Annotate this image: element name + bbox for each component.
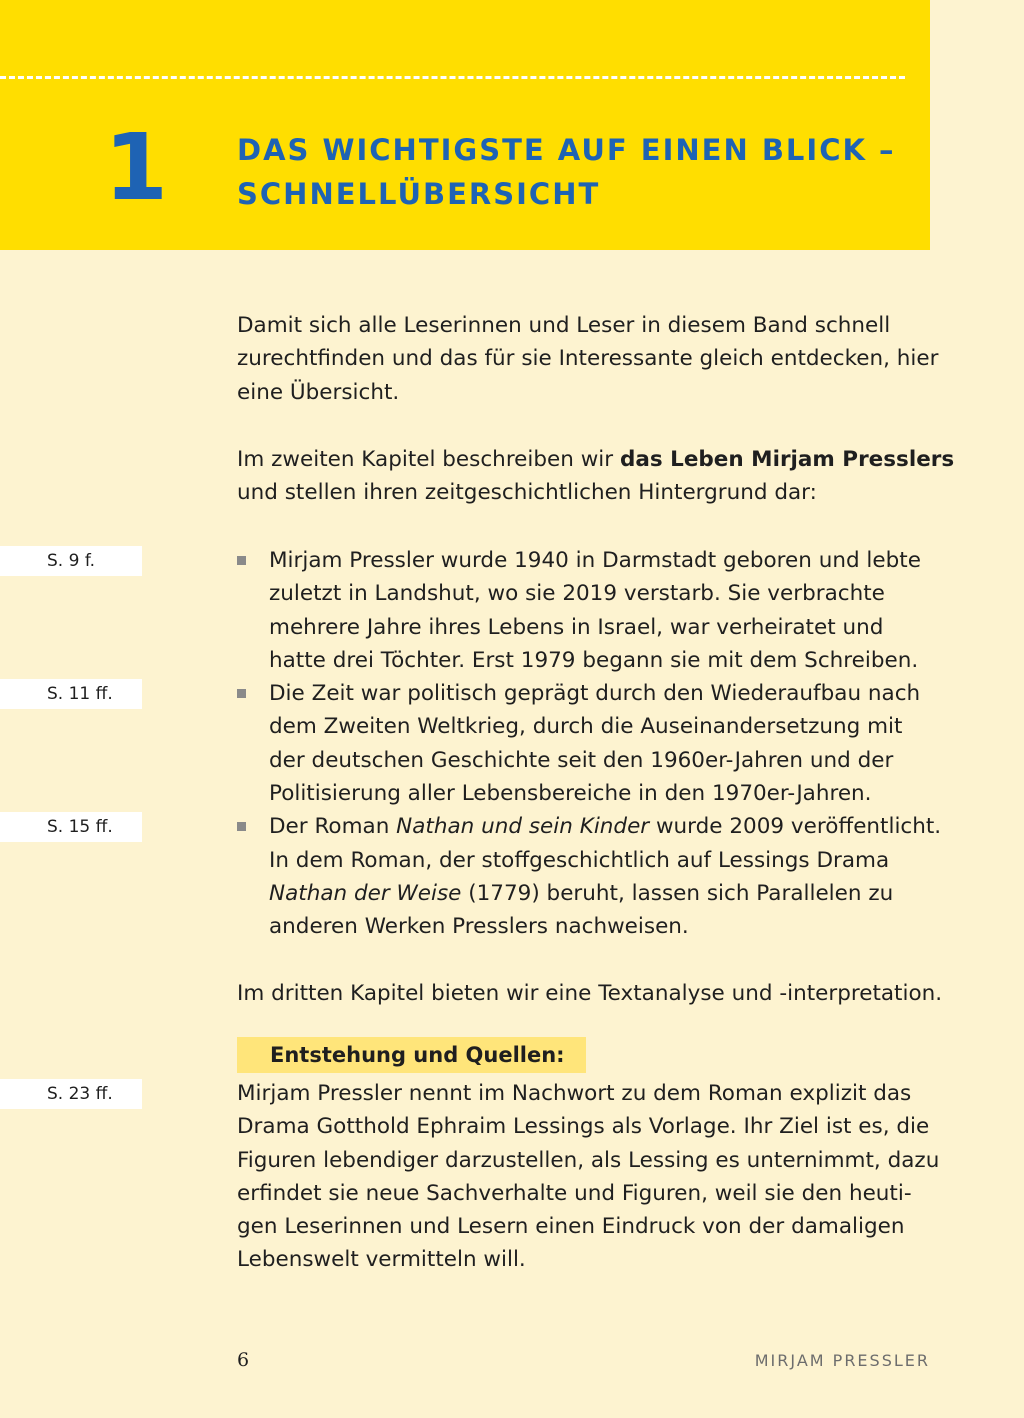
text-span: wurde 2009 veröffentlicht. xyxy=(649,814,942,840)
text-line xyxy=(269,877,957,910)
chapter-title-line: SCHNELLÜBERSICHT xyxy=(237,177,601,211)
margin-page-ref: S. 15 ff. xyxy=(0,812,142,842)
text-line xyxy=(237,443,954,476)
text-line xyxy=(269,810,957,843)
text-line: Mirjam Pressler wurde 1940 in Darmstadt geboren und lebte xyxy=(269,548,921,573)
text-line: zuletzt in Landshut, wo sie 2019 verstarb. Sie verbrachte xyxy=(269,581,885,607)
margin-page-ref: S. 23 ff. xyxy=(0,1079,142,1109)
text-line: Lebenswelt vermitteln will. xyxy=(237,1247,526,1273)
margin-page-ref: S. 11 ff. xyxy=(0,679,142,709)
section-paragraph xyxy=(237,1077,939,1277)
text-line: der deutschen Geschichte seit den 1960er-Jahren und der xyxy=(269,747,894,773)
text-line: mehrere Jahre ihres Lebens in Israel, war verheiratet und xyxy=(269,614,884,640)
chapter-title xyxy=(237,128,917,216)
text-line: dem Zweiten Weltkrieg, durch die Auseinandersetzung mit xyxy=(269,714,903,740)
book-title: Nathan und sein Kinder xyxy=(396,814,650,840)
text-line: eine Übersicht. xyxy=(237,379,400,405)
chapter-title-line: DAS WICHTIGSTE AUF EINEN BLICK – xyxy=(237,133,896,167)
text-line: Im dritten Kapitel bieten wir eine Textanalyse und -interpretation. xyxy=(237,981,943,1006)
book-title: Nathan der Weise xyxy=(269,880,462,906)
text-line: gen Leserinnen und Lesern einen Eindruck von der damaligen xyxy=(237,1214,905,1240)
chapter-header xyxy=(0,0,930,250)
bullet-list xyxy=(237,544,957,944)
dashed-divider xyxy=(0,76,905,79)
chapter3-paragraph xyxy=(237,977,942,1010)
text-line: erfindet sie neue Sachverhalte und Figuren, weil sie den heuti- xyxy=(237,1180,912,1206)
list-item xyxy=(237,677,957,810)
text-line: In dem Roman, der stoffgeschichtlich auf Lessings Drama xyxy=(269,847,890,873)
list-item xyxy=(237,810,957,943)
running-footer-author: MIRJAM PRESSLER xyxy=(754,1351,930,1370)
text-line: zurechtfinden und das für sie Interessante gleich entdecken, hier xyxy=(237,346,939,372)
text-line: anderen Werken Presslers nachweisen. xyxy=(269,914,689,940)
text-line: Politisierung aller Lebensbereiche in den 1970er-Jahren. xyxy=(269,781,872,807)
text-span: (1779) beruht, lassen sich Parallelen zu xyxy=(461,880,894,906)
square-bullet-icon xyxy=(237,689,246,698)
text-line: Mirjam Pressler nennt im Nachwort zu dem Roman explizit das xyxy=(237,1081,912,1106)
text-span: Im zweiten Kapitel beschreiben wir xyxy=(237,447,620,472)
text-line: und stellen ihren zeitgeschichtlichen Hintergrund dar: xyxy=(237,480,817,506)
text-line: hatte drei Töchter. Erst 1979 begann sie mit dem Schreiben. xyxy=(269,647,919,673)
text-line: Damit sich alle Leserinnen und Leser in diesem Band schnell xyxy=(237,313,891,338)
text-line: Drama Gotthold Ephraim Lessings als Vorlage. Ihr Ziel ist es, die xyxy=(237,1114,930,1140)
text-line: Figuren lebendiger darzustellen, als Lessing es unternimmt, dazu xyxy=(237,1147,940,1173)
bold-emphasis: das Leben Mirjam Presslers xyxy=(619,447,955,472)
page-number: 6 xyxy=(237,1349,250,1371)
list-item xyxy=(237,544,957,677)
chapter2-paragraph xyxy=(237,443,954,510)
margin-page-ref: S. 9 f. xyxy=(0,546,142,576)
text-line: Die Zeit war politisch geprägt durch den Wiederaufbau nach xyxy=(269,681,921,707)
intro-paragraph xyxy=(237,309,938,409)
square-bullet-icon xyxy=(237,556,246,565)
section-heading: Entstehung und Quellen: xyxy=(237,1037,586,1073)
square-bullet-icon xyxy=(237,822,246,831)
text-span: Der Roman xyxy=(269,814,397,840)
chapter-number: 1 xyxy=(104,114,169,221)
